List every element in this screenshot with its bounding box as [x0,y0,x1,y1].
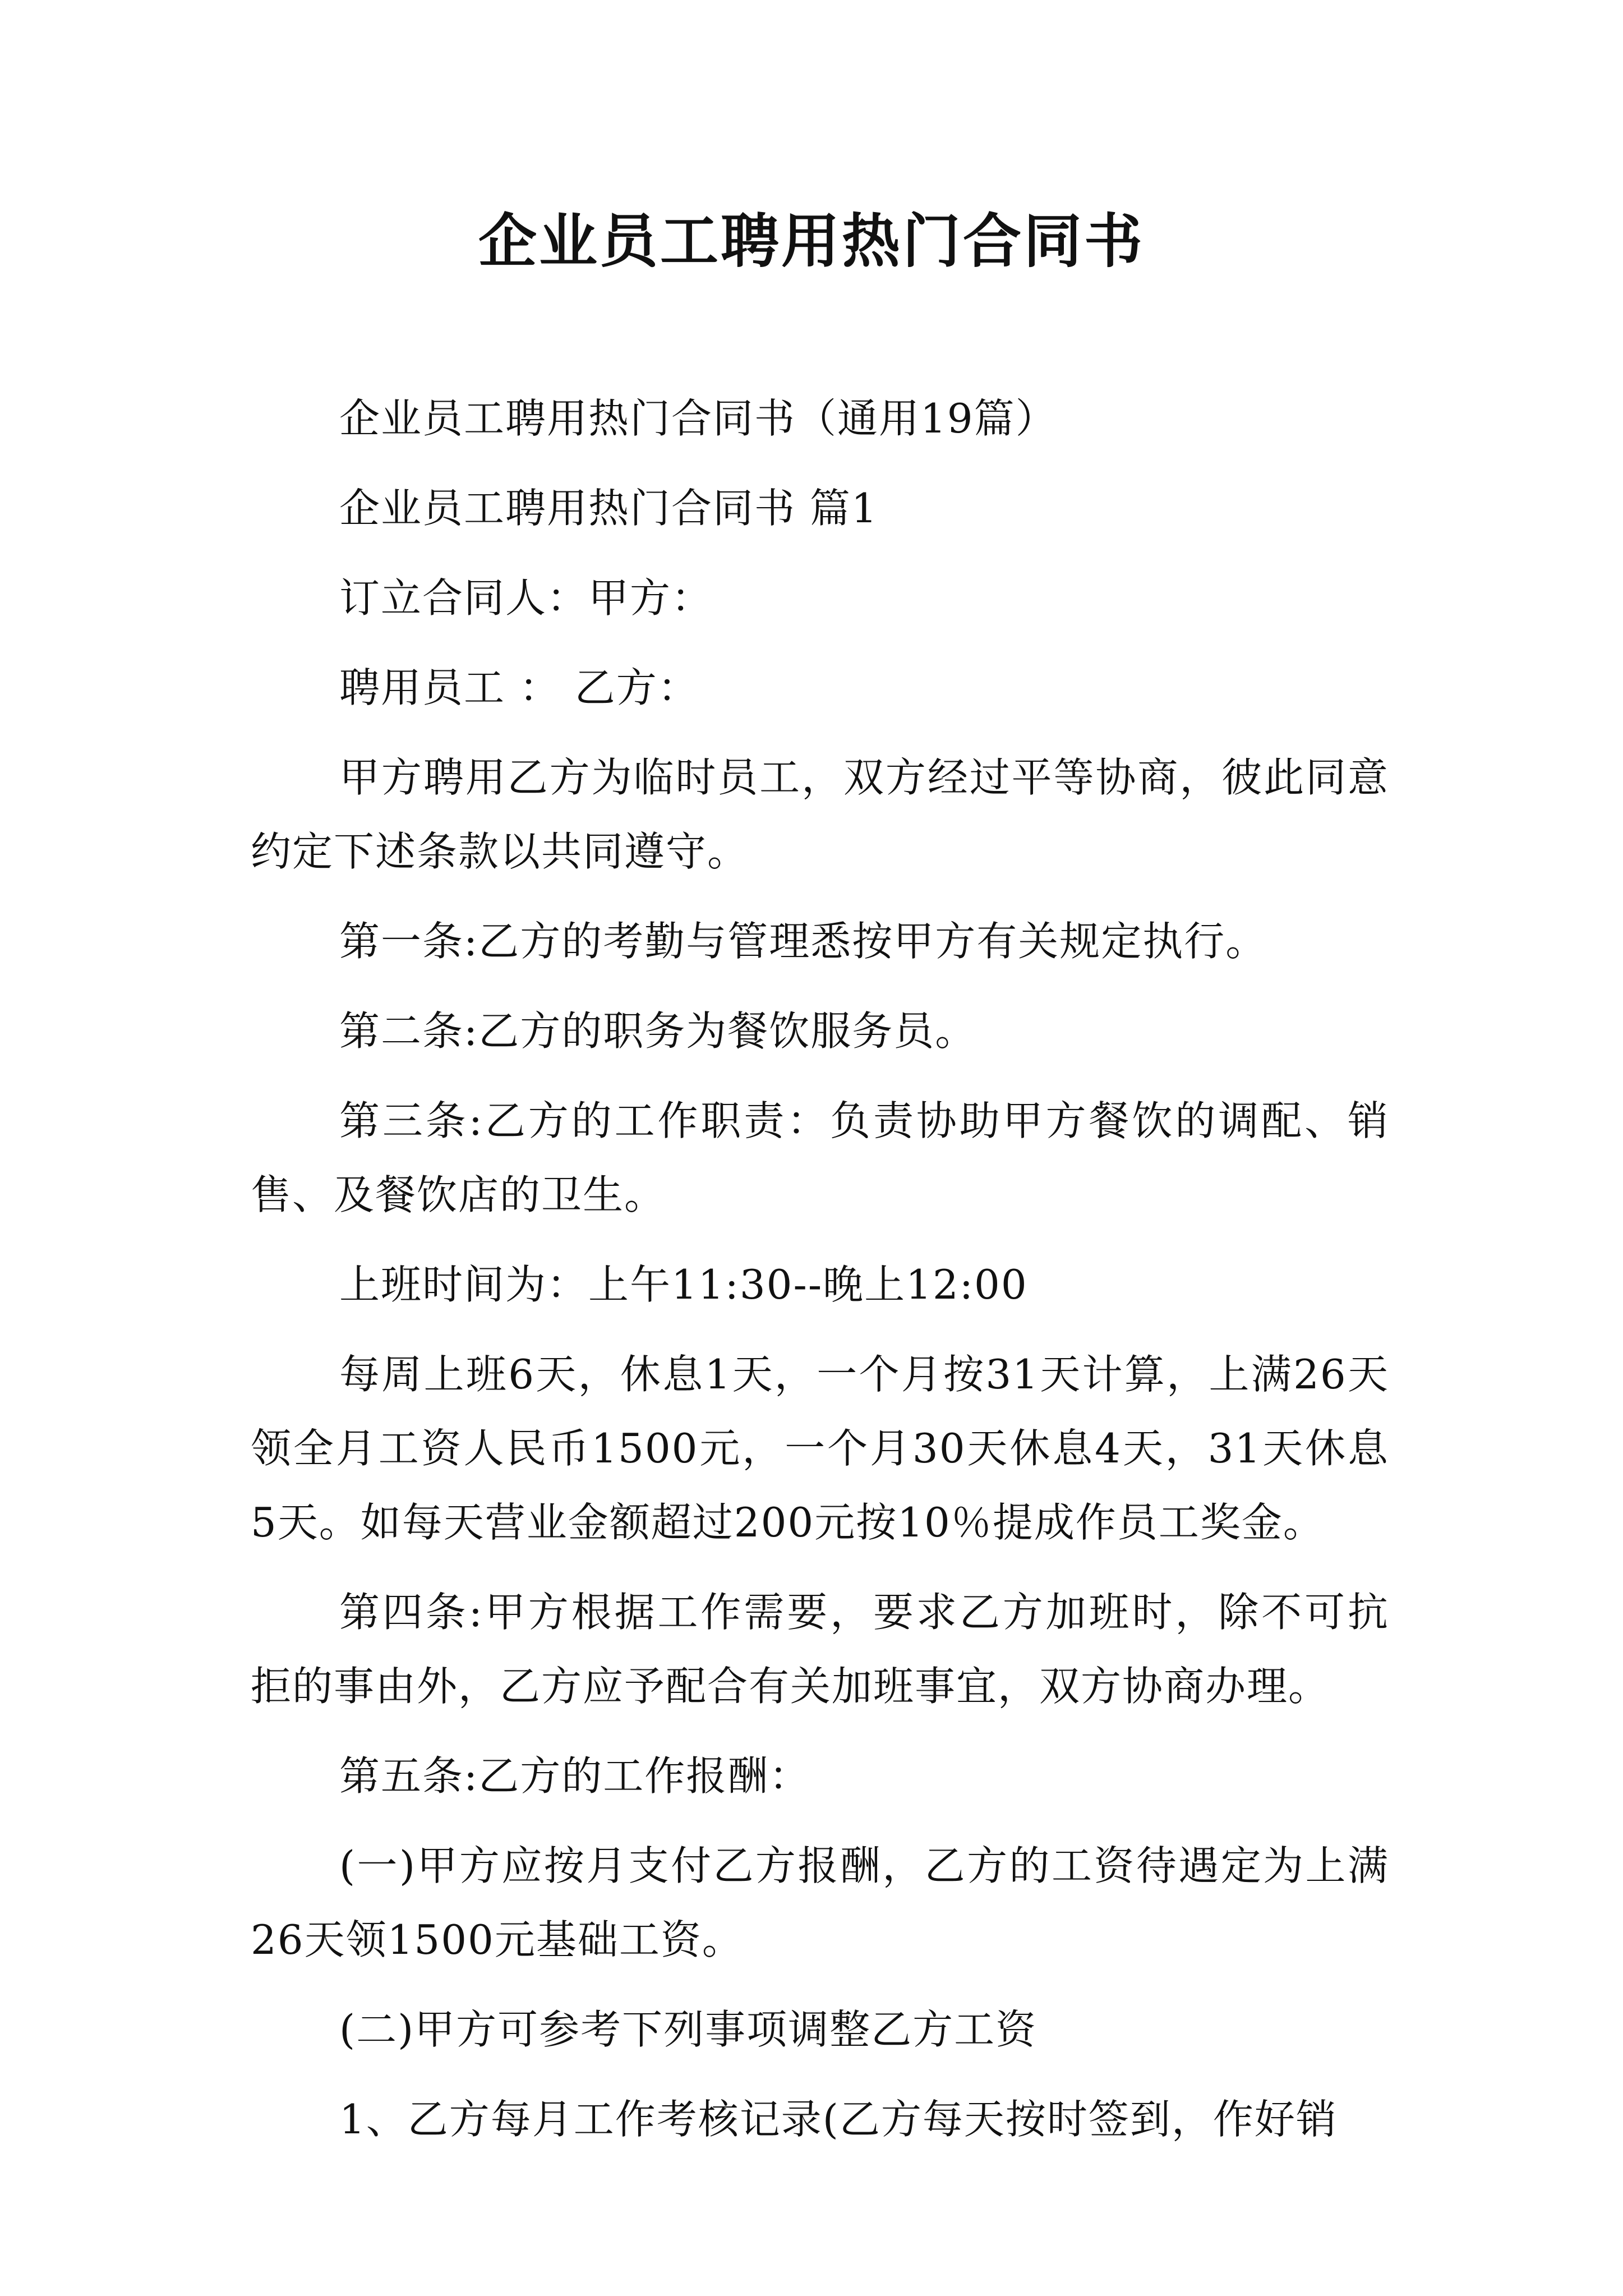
paragraph: 每周上班6天，休息1天，一个月按31天计算，上满26天领全月工资人民币1500元，一个月30天休息4天，31天休息5天。如每天营业金额超过200元按10％提成作员工奖金。 [251,1351,1389,1546]
paragraph: 聘用员工 ： 乙方： [339,664,699,711]
paragraph: 第三条:乙方的工作职责：负责协助甲方餐饮的调配、销售、及餐饮店的卫生。 [251,1097,1389,1218]
paragraph: 订立合同人：甲方： [339,574,713,622]
document-body [251,381,1389,2172]
paragraph: 甲方聘用乙方为临时员工，双方经过平等协商，彼此同意约定下述条款以共同遵守。 [251,754,1389,875]
paragraph: 第五条:乙方的工作报酬： [339,1752,811,1800]
paragraph: 第一条:乙方的考勤与管理悉按甲方有关规定执行。 [339,918,1267,965]
paragraph: 上班时间为：上午11:30--晚上12:00 [339,1261,1028,1308]
document-title: 企业员工聘用热门合同书 [478,206,1145,275]
paragraph: 第四条:甲方根据工作需要，要求乙方加班时，除不可抗拒的事由外，乙方应予配合有关加班事宜，双方协商办理。 [251,1589,1389,1710]
paragraph: (一)甲方应按月支付乙方报酬，乙方的工资待遇定为上满26天领1500元基础工资。 [251,1842,1389,1963]
paragraph: 1、乙方每月工作考核记录(乙方每天按时签到，作好销 [339,2096,1338,2143]
paragraph: 企业员工聘用热门合同书 篇1 [339,485,878,532]
paragraph: 企业员工聘用热门合同书（通用19篇） [339,395,1057,442]
paragraph: 第二条:乙方的职务为餐饮服务员。 [339,1007,977,1055]
paragraph: (二)甲方可参考下列事项调整乙方工资 [339,2006,1038,2053]
